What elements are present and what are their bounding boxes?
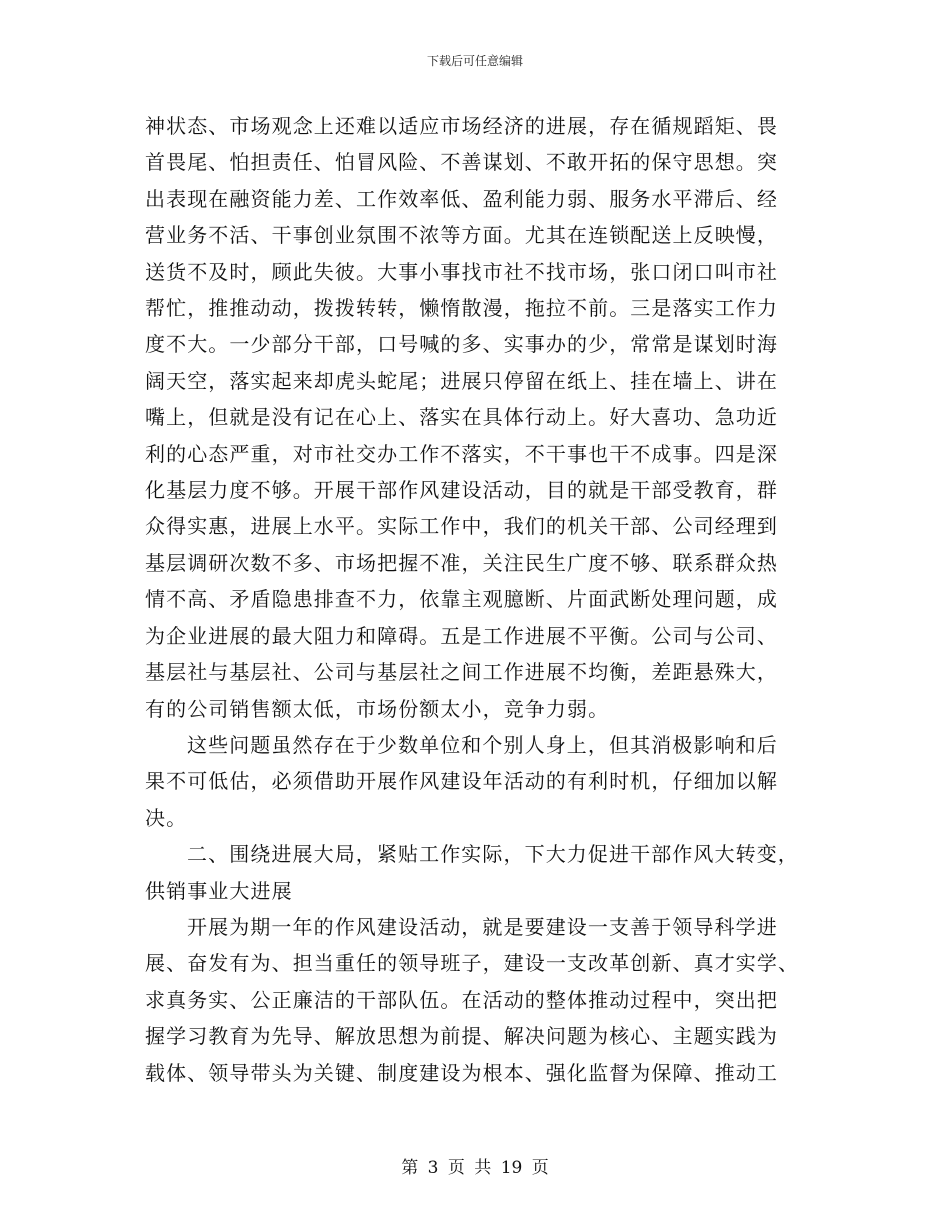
paragraph: [145, 108, 810, 727]
text-line: 握学习教育为先导、解放思想为前提、解决问题为核心、主题实践为: [145, 1024, 778, 1049]
page-number: 第 3 页 共 19 页: [401, 1158, 549, 1178]
document-body: [145, 108, 810, 1091]
section-heading: [145, 836, 810, 909]
text-line: 送货不及时，顾此失彼。大事小事找市社不找市场，张口闭口叫市社: [145, 259, 778, 284]
text-line: 载体、领导带头为关键、制度建设为根本、强化监督为保障、推动工: [145, 1060, 778, 1085]
text-line: 利的心态严重，对市社交办工作不落实，不干事也干不成事。四是深: [145, 441, 778, 466]
text-line: 基层调研次数不多、市场把握不准，关注民生广度不够、联系群众热: [145, 550, 778, 575]
text-line: 出表现在融资能力差、工作效率低、盈利能力弱、服务水平滞后、经: [145, 186, 778, 211]
text-line: 果不可低估，必须借助开展作风建设年活动的有利时机，仔细加以解: [145, 769, 778, 794]
text-line: 化基层力度不够。开展干部作风建设活动，目的就是干部受教育，群: [145, 478, 778, 503]
text-line: 度不大。一少部分干部，口号喊的多、实事办的少，常常是谋划时海: [145, 332, 778, 357]
text-line: 营业务不活、干事创业氛围不浓等方面。尤其在连锁配送上反映慢，: [145, 223, 778, 248]
text-line: 决。: [145, 805, 188, 830]
text-line: 这些问题虽然存在于少数单位和个别人身上，但其消极影响和后: [187, 732, 778, 757]
text-line: 众得实惠，进展上水平。实际工作中，我们的机关干部、公司经理到: [145, 514, 778, 539]
text-line: 首畏尾、怕担责任、怕冒风险、不善谋划、不敢开拓的保守思想。突: [145, 150, 778, 175]
text-line: 求真务实、公正廉洁的干部队伍。在活动的整体推动过程中，突出把: [145, 987, 778, 1012]
header-note: 下载后可任意编辑: [426, 54, 523, 68]
text-line: 阔天空，落实起来却虎头蛇尾；进展只停留在纸上、挂在墙上、讲在: [145, 368, 778, 393]
text-line: 二、围绕进展大局，紧贴工作实际，下大力促进干部作风大转变，: [187, 842, 799, 867]
text-line: 嘴上，但就是没有记在心上、落实在具体行动上。好大喜功、急功近: [145, 405, 778, 430]
paragraph: [145, 727, 810, 836]
text-line: 展、奋发有为、担当重任的领导班子，建设一支改革创新、真才实学、: [145, 951, 800, 976]
text-line: 帮忙，推推动动，拨拨转转，懒惰散漫，拖拉不前。三是落实工作力: [145, 296, 778, 321]
text-line: 神状态、市场观念上还难以适应市场经济的进展，存在循规蹈矩、畏: [145, 114, 778, 138]
text-line: 有的公司销售额太低，市场份额太小，竞争力弱。: [145, 696, 610, 721]
text-line: 基层社与基层社、公司与基层社之间工作进展不均衡，差距悬殊大，: [145, 660, 778, 685]
text-line: 为企业进展的最大阻力和障碍。五是工作进展不平衡。公司与公司、: [145, 623, 778, 648]
text-line: 供销事业大进展: [145, 878, 293, 903]
text-line: 情不高、矛盾隐患排查不力，依靠主观臆断、片面武断处理问题，成: [145, 587, 778, 612]
text-line: 开展为期一年的作风建设活动，就是要建设一支善于领导科学进: [187, 914, 778, 939]
paragraph: [145, 909, 810, 1091]
